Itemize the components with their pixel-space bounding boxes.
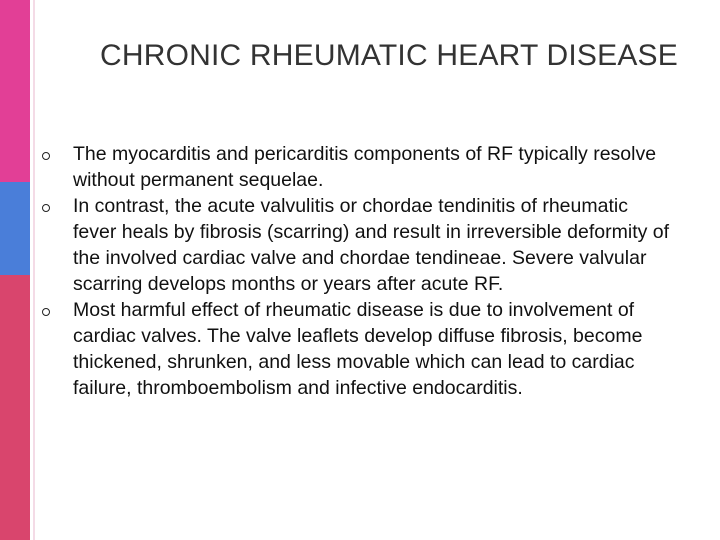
hollow-circle-bullet-icon	[42, 308, 50, 316]
decorative-sidebar	[0, 0, 30, 540]
hollow-circle-bullet-icon	[42, 152, 50, 160]
sidebar-pink-segment	[0, 0, 30, 182]
bullet-item-2	[42, 193, 672, 297]
bullet-text: Most harmful effect of rheumatic disease is due to involvement of cardiac valves. The valve leaflets develop diffuse fibrosis, become thickened, shrunken, and less movable which can lead to cardiac failure, thromboembolism and infective endocarditis.	[73, 299, 643, 399]
bullet-item-3	[42, 297, 672, 401]
bullet-text: In contrast, the acute valvulitis or chordae tendinitis of rheumatic fever heals by fibrosis (scarring) and result in irreversible deformity of the involved cardiac valve and chordae tendineae. Severe valvular scarring develops months or years after acute RF.	[73, 195, 670, 295]
slide-title: CHRONIC RHEUMATIC HEART DISEASE	[100, 39, 678, 72]
sidebar-rose-segment	[0, 275, 30, 540]
bullet-text: The myocarditis and pericarditis components of RF typically resolve without permanent sequelae.	[73, 143, 657, 191]
bullet-item-1	[42, 141, 672, 193]
hollow-circle-bullet-icon	[42, 204, 50, 212]
sidebar-accent-line	[33, 0, 35, 540]
sidebar-blue-segment	[0, 182, 30, 275]
bullet-list	[42, 141, 672, 401]
